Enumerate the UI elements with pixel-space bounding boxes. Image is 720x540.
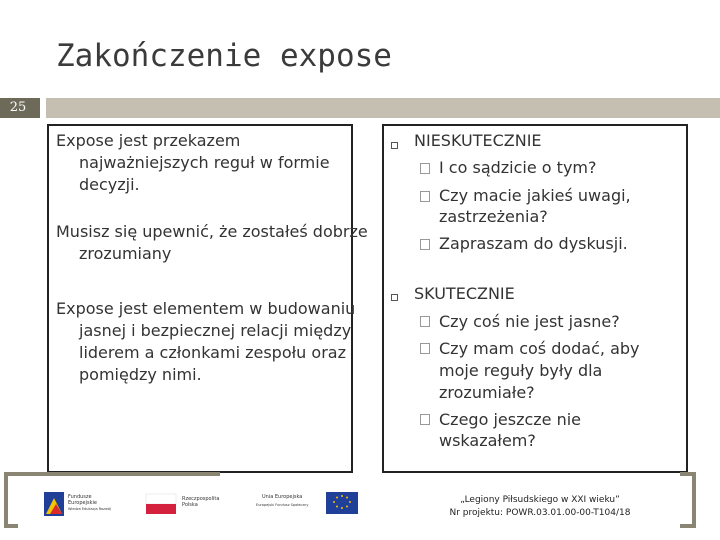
list-item: zrozumiałe? (439, 383, 535, 402)
list-item: I co sądzicie o tym? (439, 158, 597, 177)
sub-bullet-icon (420, 163, 430, 174)
project-number: Nr projektu: POWR.03.01.00-00-T104/18 (449, 508, 631, 518)
sub-bullet-icon (420, 343, 430, 354)
list-item: zastrzeżenia? (439, 207, 548, 226)
slide-title: Zakończenie expose (56, 38, 392, 74)
project-title: „Legiony Piłsudskiego w XXI wieku” (460, 495, 620, 505)
header-stripe (0, 98, 720, 118)
sub-bullet-icon (420, 191, 430, 202)
list-item: Czy mam coś dodać, aby (439, 339, 640, 358)
left-paragraph-1: Expose jest przekazem najważniejszych reguł w formie decyzji. (56, 131, 330, 194)
funding-logos (36, 486, 372, 522)
fundusze-europejskie-logo (44, 492, 111, 516)
list-item: Czego jeszcze nie (439, 410, 582, 429)
fe-line-3: Wiedza Edukacja Rozwój (68, 507, 111, 511)
list-item: wskazałem? (439, 431, 536, 450)
ue-line-2: Europejski Fundusz Społeczny (256, 503, 309, 507)
fe-line-1: Fundusze (68, 494, 92, 500)
square-bullet-icon (391, 294, 398, 301)
list-item: Zapraszam do dyskusji. (439, 234, 628, 253)
project-info (440, 494, 640, 520)
footer-bracket-line (4, 472, 220, 476)
square-bullet-icon (391, 142, 398, 149)
rp-line-1: Rzeczpospolita (182, 496, 220, 502)
footer-bracket-right (680, 472, 696, 528)
list-item: Czy macie jakieś uwagi, (439, 186, 631, 205)
sub-bullet-icon (420, 316, 430, 327)
sub-bullet-icon (420, 414, 430, 425)
list-item: moje reguły były dla (439, 361, 603, 380)
stripe-gap (40, 98, 46, 118)
rp-line-2: Polska (182, 502, 198, 508)
sub-bullet-icon (420, 239, 430, 250)
slide-number: 25 (9, 100, 27, 115)
ue-line-1: Unia Europejska (262, 494, 303, 500)
left-paragraph-2: Musisz się upewnić, że zostałeś dobrze zrozumiany (56, 222, 368, 263)
rzeczpospolita-polska-logo (146, 494, 219, 514)
group-heading-nieskutecznie: NIESKUTECZNIE (414, 131, 542, 150)
footer-bracket-left (4, 472, 18, 528)
unia-europejska-logo (256, 492, 358, 514)
list-item: Czy coś nie jest jasne? (439, 312, 620, 331)
fe-line-2: Europejskie (68, 500, 97, 506)
group-heading-skutecznie: SKUTECZNIE (414, 284, 515, 303)
left-paragraph-3: Expose jest elementem w budowaniu jasnej i bezpiecznej relacji między liderem a członkami zespołu oraz pomiędzy nimi. (56, 299, 356, 384)
